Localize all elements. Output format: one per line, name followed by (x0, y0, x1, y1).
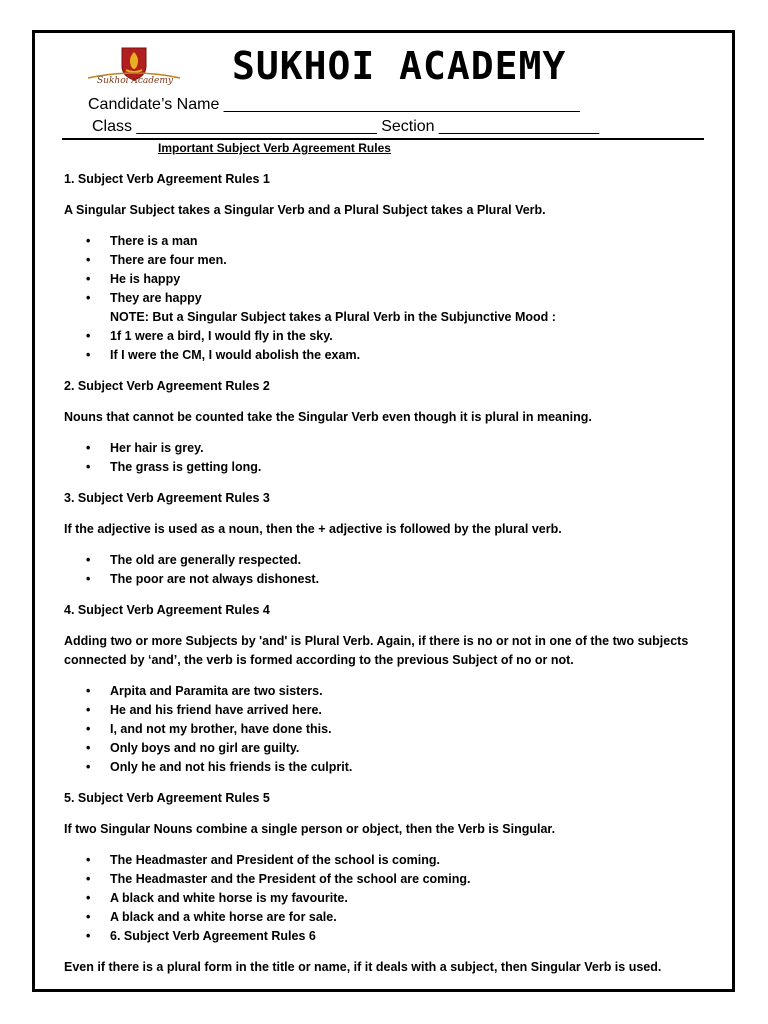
list-item: • The old are generally respected. (64, 551, 714, 570)
bullet-icon: • (86, 553, 91, 567)
class-section-row (92, 118, 599, 136)
bullet-icon: • (86, 929, 91, 943)
class-label: Class (92, 118, 133, 135)
bullet-icon: • (86, 348, 91, 362)
section-heading: 5. Subject Verb Agreement Rules 5 (64, 791, 270, 805)
list-item: • The poor are not always dishonest. (64, 570, 714, 589)
bullet-icon: • (86, 891, 91, 905)
example-list (64, 439, 714, 477)
section-paragraph: Nouns that cannot be counted take the Singular Verb even though it is plural in meaning. (64, 410, 592, 424)
list-item: • A black and white horse is my favourite. (64, 889, 714, 908)
logo-caption: Sukhoi Academy (97, 76, 173, 86)
list-item: • There is a man (64, 232, 714, 251)
closing-paragraph: Even if there is a plural form in the title or name, if it deals with a subject, then Singular Verb is used. (64, 960, 662, 974)
example-list (64, 327, 714, 365)
section-heading: 2. Subject Verb Agreement Rules 2 (64, 379, 270, 393)
example-list (64, 551, 714, 589)
list-item: • The grass is getting long. (64, 458, 714, 477)
section-blank: __________________ (439, 118, 600, 135)
bullet-icon: • (86, 272, 91, 286)
list-item: • 1f 1 were a bird, I would fly in the sky. (64, 327, 714, 346)
bullet-icon: • (86, 234, 91, 248)
section-heading: 3. Subject Verb Agreement Rules 3 (64, 491, 270, 505)
bullet-icon: • (86, 703, 91, 717)
example-list (64, 851, 714, 946)
list-item: • A black and a white horse are for sale. (64, 908, 714, 927)
note-text: NOTE: But a Singular Subject takes a Plural Verb in the Subjunctive Mood : (110, 310, 556, 324)
list-item: • There are four men. (64, 251, 714, 270)
header-divider (62, 138, 704, 140)
bullet-icon: • (86, 460, 91, 474)
bullet-icon: • (86, 910, 91, 924)
list-item: • Only he and not his friends is the culprit. (64, 758, 714, 777)
list-item: • 6. Subject Verb Agreement Rules 6 (64, 927, 714, 946)
list-item: • He and his friend have arrived here. (64, 701, 714, 720)
candidate-name-label: Candidate’s Name (88, 96, 220, 113)
class-blank: ___________________________ (136, 118, 377, 135)
bullet-icon: • (86, 253, 91, 267)
section-paragraph: If the adjective is used as a noun, then the + adjective is followed by the plural verb. (64, 522, 562, 536)
bullet-icon: • (86, 329, 91, 343)
list-item: • If I were the CM, I would abolish the exam. (64, 346, 714, 365)
list-item: • The Headmaster and the President of the school are coming. (64, 870, 714, 889)
list-item: • Arpita and Paramita are two sisters. (64, 682, 714, 701)
list-item: • They are happy (64, 289, 714, 308)
bullet-icon: • (86, 572, 91, 586)
bullet-icon: • (86, 722, 91, 736)
list-item: • He is happy (64, 270, 714, 289)
list-item: • I, and not my brother, have done this. (64, 720, 714, 739)
section-paragraph: Adding two or more Subjects by 'and' is Plural Verb. Again, if there is no or not in one of the two subjects connected by ‘and’, the verb is formed according to the previous Subject of no or not. (64, 634, 689, 667)
example-list (64, 232, 714, 308)
list-item: • The Headmaster and President of the school is coming. (64, 851, 714, 870)
bullet-icon: • (86, 441, 91, 455)
bullet-icon: • (86, 872, 91, 886)
bullet-icon: • (86, 760, 91, 774)
bullet-icon: • (86, 741, 91, 755)
example-list (64, 682, 714, 777)
document-subtitle: Important Subject Verb Agreement Rules (158, 141, 391, 155)
rules-content (64, 170, 714, 977)
candidate-name-blank: ________________________________________ (223, 96, 580, 113)
section-paragraph: If two Singular Nouns combine a single person or object, then the Verb is Singular. (64, 822, 556, 836)
page-title: SUKHOI ACADEMY (232, 44, 567, 88)
section-heading: 1. Subject Verb Agreement Rules 1 (64, 172, 270, 186)
list-item: • Her hair is grey. (64, 439, 714, 458)
bullet-icon: • (86, 291, 91, 305)
list-item: • Only boys and no girl are guilty. (64, 739, 714, 758)
bullet-icon: • (86, 684, 91, 698)
section-paragraph: A Singular Subject takes a Singular Verb and a Plural Subject takes a Plural Verb. (64, 203, 546, 217)
section-heading: 4. Subject Verb Agreement Rules 4 (64, 603, 270, 617)
section-label: Section (381, 118, 435, 135)
candidate-name-row (88, 96, 580, 114)
bullet-icon: • (86, 853, 91, 867)
